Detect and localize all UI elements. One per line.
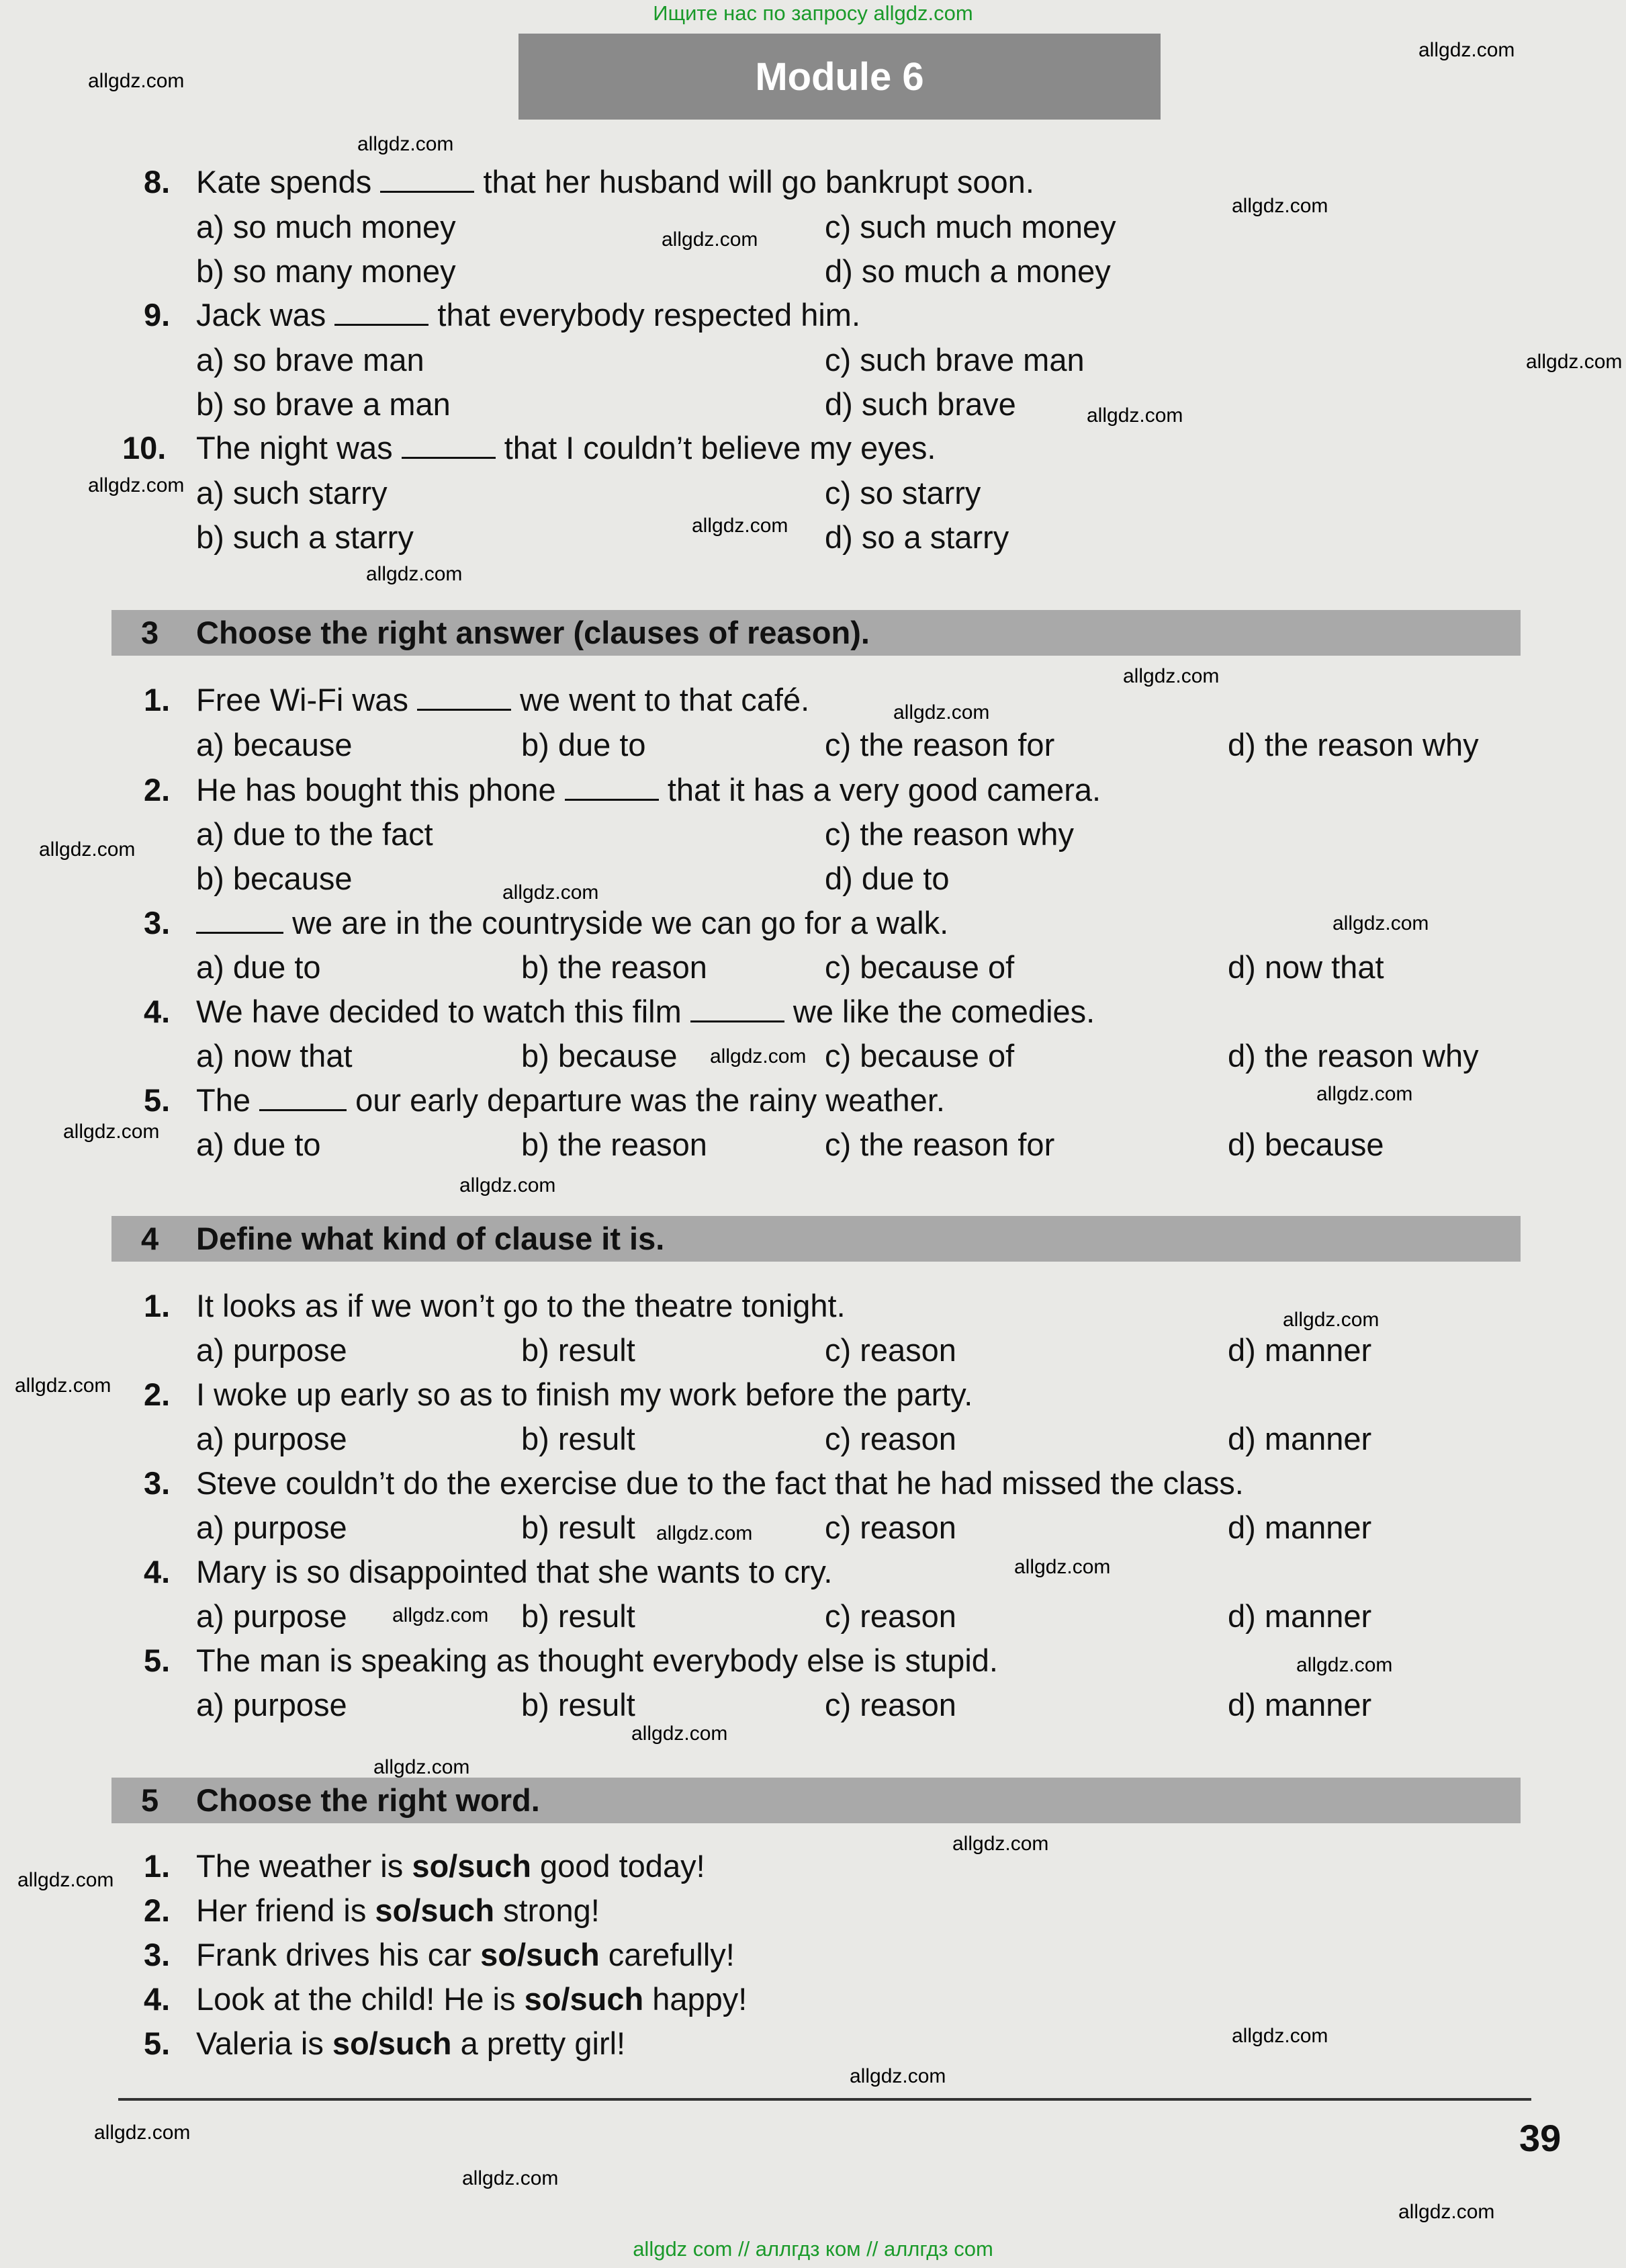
option: d) now that bbox=[1228, 949, 1384, 985]
question-number: 5. bbox=[144, 2025, 171, 2061]
question-text: The our early departure was the rainy weather. bbox=[196, 1082, 945, 1118]
option: a) such starry bbox=[196, 475, 388, 511]
answer-blank bbox=[417, 685, 511, 711]
watermark: allgdz.com bbox=[1333, 912, 1429, 934]
question-number: 10. bbox=[122, 430, 167, 466]
watermark: allgdz.com bbox=[366, 563, 463, 585]
option: b) such a starry bbox=[196, 519, 414, 555]
watermark: allgdz.com bbox=[1296, 1654, 1393, 1676]
option: d) manner bbox=[1228, 1510, 1372, 1545]
question-number: 5. bbox=[144, 1643, 171, 1678]
question-text: Jack was that everybody respected him. bbox=[196, 297, 861, 333]
watermark: allgdz.com bbox=[462, 2167, 559, 2189]
question-number: 2. bbox=[144, 1892, 171, 1928]
watermark: allgdz.com bbox=[17, 1869, 114, 1891]
word-choice: so/such bbox=[332, 2025, 452, 2061]
watermark: allgdz.com bbox=[39, 838, 136, 861]
question-number: 4. bbox=[144, 1554, 171, 1589]
footer-links[interactable]: allgdz com // аллгдз ком // аллгдз com bbox=[633, 2237, 993, 2261]
word-choice: so/such bbox=[480, 1937, 600, 1972]
option: c) reason bbox=[825, 1598, 956, 1634]
option: d) so a starry bbox=[825, 519, 1009, 555]
watermark: allgdz.com bbox=[893, 701, 990, 724]
watermark: allgdz.com bbox=[502, 881, 599, 904]
option: d) so much a money bbox=[825, 253, 1111, 289]
option: c) the reason for bbox=[825, 1127, 1055, 1162]
section-title: Choose the right answer (clauses of reason). bbox=[196, 615, 870, 650]
option: b) due to bbox=[521, 727, 646, 762]
question-text: Mary is so disappointed that she wants to cry. bbox=[196, 1554, 833, 1589]
watermark: allgdz.com bbox=[1232, 2025, 1328, 2047]
option: a) due to bbox=[196, 949, 321, 985]
watermark: allgdz.com bbox=[1418, 39, 1515, 61]
option: c) the reason for bbox=[825, 727, 1055, 762]
answer-blank bbox=[690, 996, 784, 1022]
option: b) result bbox=[521, 1332, 635, 1368]
watermark: allgdz.com bbox=[631, 1722, 728, 1745]
watermark: allgdz.com bbox=[88, 70, 185, 92]
answer-blank bbox=[380, 167, 474, 193]
question-number: 4. bbox=[144, 994, 171, 1029]
answer-blank bbox=[196, 908, 283, 934]
option: b) result bbox=[521, 1510, 635, 1545]
option: b) result bbox=[521, 1687, 635, 1722]
question-text: Steve couldn’t do the exercise due to the fact that he had missed the class. bbox=[196, 1465, 1244, 1501]
watermark: allgdz.com bbox=[15, 1375, 111, 1397]
question-text: Kate spends that her husband will go bankrupt soon. bbox=[196, 164, 1034, 200]
option: c) such brave man bbox=[825, 342, 1085, 378]
option: c) the reason why bbox=[825, 816, 1074, 852]
answer-blank bbox=[334, 300, 428, 326]
question-text: we are in the countryside we can go for a walk. bbox=[196, 904, 948, 941]
question-text: Look at the child! He is so/such happy! bbox=[196, 1981, 748, 2017]
watermark: allgdz.com bbox=[94, 2122, 191, 2144]
section-number: 3 bbox=[141, 615, 159, 650]
option: b) result bbox=[521, 1421, 635, 1456]
question-text: The man is speaking as thought everybody else is stupid. bbox=[196, 1643, 998, 1678]
question-number: 8. bbox=[144, 164, 171, 200]
option: d) the reason why bbox=[1228, 727, 1479, 762]
watermark: allgdz.com bbox=[63, 1121, 160, 1143]
question-number: 1. bbox=[144, 1288, 171, 1323]
option: b) because bbox=[521, 1038, 678, 1074]
question-text: The night was that I couldn’t believe my eyes. bbox=[196, 430, 936, 466]
option: c) because of bbox=[825, 1038, 1015, 1074]
watermark: allgdz.com bbox=[1232, 195, 1328, 217]
option: c) such much money bbox=[825, 209, 1116, 245]
option: a) purpose bbox=[196, 1510, 347, 1545]
answer-blank bbox=[565, 775, 659, 801]
question-number: 5. bbox=[144, 1082, 171, 1118]
option: c) so starry bbox=[825, 475, 981, 511]
option: a) purpose bbox=[196, 1598, 347, 1634]
question-text: Valeria is so/such a pretty girl! bbox=[196, 2025, 626, 2061]
module-title: Module 6 bbox=[518, 34, 1161, 120]
question-number: 2. bbox=[144, 1377, 171, 1412]
option: a) so much money bbox=[196, 209, 456, 245]
section-number: 5 bbox=[141, 1782, 159, 1818]
question-text: Her friend is so/such strong! bbox=[196, 1892, 600, 1928]
option: b) result bbox=[521, 1598, 635, 1634]
option: c) because of bbox=[825, 949, 1015, 985]
option: d) manner bbox=[1228, 1598, 1372, 1634]
watermark: allgdz.com bbox=[662, 228, 758, 251]
question-text: I woke up early so as to finish my work before the party. bbox=[196, 1377, 973, 1412]
watermark: allgdz.com bbox=[1398, 2201, 1495, 2223]
option: d) manner bbox=[1228, 1332, 1372, 1368]
section-title: Define what kind of clause it is. bbox=[196, 1221, 665, 1256]
question-text: The weather is so/such good today! bbox=[196, 1848, 705, 1884]
option: b) the reason bbox=[521, 1127, 707, 1162]
question-number: 3. bbox=[144, 1937, 171, 1972]
footer-rule bbox=[118, 2098, 1531, 2101]
answer-blank bbox=[259, 1085, 347, 1111]
watermark: allgdz.com bbox=[1283, 1309, 1380, 1331]
section-title: Choose the right word. bbox=[196, 1782, 540, 1818]
question-number: 2. bbox=[144, 772, 171, 808]
question-text: He has bought this phone that it has a very good camera. bbox=[196, 772, 1101, 808]
option: a) so brave man bbox=[196, 342, 424, 378]
option: c) reason bbox=[825, 1332, 956, 1368]
watermark: allgdz.com bbox=[373, 1756, 470, 1778]
option: d) due to bbox=[825, 861, 950, 896]
section-number: 4 bbox=[141, 1221, 159, 1256]
watermark: allgdz.com bbox=[952, 1833, 1049, 1855]
question-number: 3. bbox=[144, 905, 171, 941]
watermark: allgdz.com bbox=[1526, 351, 1623, 373]
watermark: allgdz.com bbox=[357, 133, 454, 155]
option: d) manner bbox=[1228, 1687, 1372, 1722]
watermark: allgdz.com bbox=[1087, 404, 1183, 427]
question-number: 9. bbox=[144, 297, 171, 333]
option: d) such brave bbox=[825, 386, 1016, 422]
option: b) the reason bbox=[521, 949, 707, 985]
option: a) because bbox=[196, 727, 353, 762]
option: b) so brave a man bbox=[196, 386, 451, 422]
option: a) now that bbox=[196, 1038, 353, 1074]
option: c) reason bbox=[825, 1687, 956, 1722]
option: a) due to the fact bbox=[196, 816, 433, 852]
option: c) reason bbox=[825, 1510, 956, 1545]
word-choice: so/such bbox=[524, 1981, 644, 2017]
watermark: allgdz.com bbox=[1123, 665, 1220, 687]
watermark: allgdz.com bbox=[710, 1045, 807, 1067]
question-text: Frank drives his car so/such carefully! bbox=[196, 1937, 735, 1972]
option: b) because bbox=[196, 861, 353, 896]
watermark: allgdz.com bbox=[850, 2065, 946, 2087]
option: a) purpose bbox=[196, 1421, 347, 1456]
watermark: allgdz.com bbox=[1316, 1083, 1413, 1105]
question-number: 4. bbox=[144, 1981, 171, 2017]
watermark: allgdz.com bbox=[392, 1604, 489, 1626]
top-banner[interactable]: Ищите нас по запросу allgdz.com bbox=[653, 1, 973, 25]
answer-blank bbox=[402, 433, 496, 459]
watermark: allgdz.com bbox=[88, 474, 185, 496]
question-number: 1. bbox=[144, 1848, 171, 1884]
option: a) purpose bbox=[196, 1332, 347, 1368]
question-number: 1. bbox=[144, 682, 171, 717]
option: d) the reason why bbox=[1228, 1038, 1479, 1074]
option: a) due to bbox=[196, 1127, 321, 1162]
watermark: allgdz.com bbox=[656, 1522, 753, 1544]
watermark: allgdz.com bbox=[459, 1174, 556, 1196]
question-number: 3. bbox=[144, 1465, 171, 1501]
question-text: Free Wi-Fi was we went to that café. bbox=[196, 682, 810, 717]
page-number: 39 bbox=[1519, 2117, 1562, 2159]
watermark: allgdz.com bbox=[692, 515, 788, 537]
word-choice: so/such bbox=[375, 1892, 495, 1928]
option: c) reason bbox=[825, 1421, 956, 1456]
watermark: allgdz.com bbox=[1014, 1556, 1111, 1578]
option: b) so many money bbox=[196, 253, 456, 289]
option: a) purpose bbox=[196, 1687, 347, 1722]
question-text: We have decided to watch this film we like the comedies. bbox=[196, 994, 1095, 1029]
option: d) manner bbox=[1228, 1421, 1372, 1456]
option: d) because bbox=[1228, 1127, 1384, 1162]
question-text: It looks as if we won’t go to the theatre tonight. bbox=[196, 1288, 846, 1323]
word-choice: so/such bbox=[412, 1848, 531, 1884]
